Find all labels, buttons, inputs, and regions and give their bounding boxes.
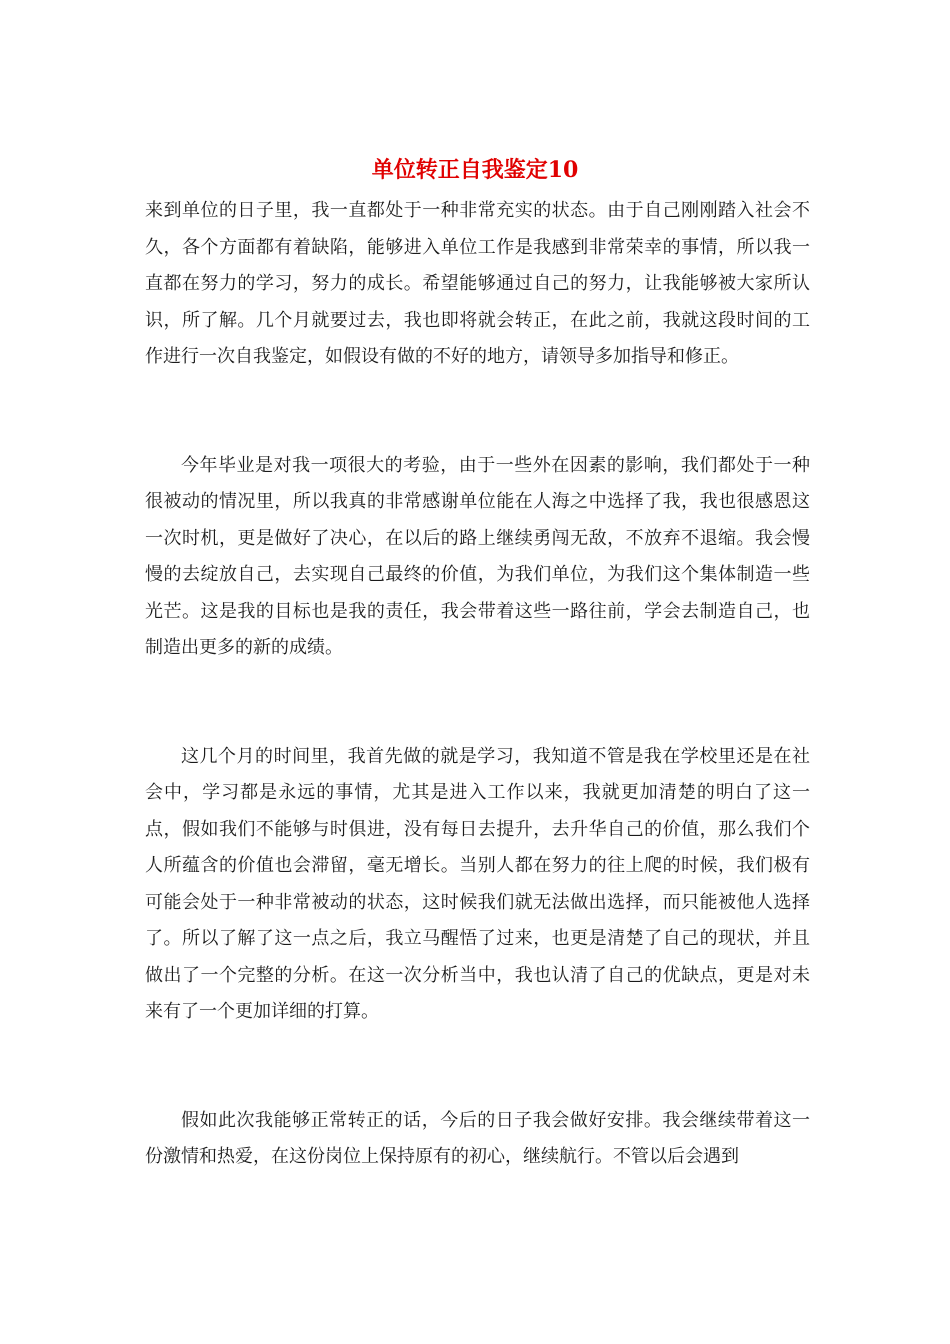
- paragraph-learning: 这几个月的时间里，我首先做的就是学习，我知道不管是我在学校里还是在社会中，学习都是永远的事情，尤其是进入工作以来，我就更加清楚的明白了这一点，假如我们不能够与时俱进，没有每日去提升，去升华自己的价值，那么我们个人所蕴含的价值也会滞留，毫无增长。当别人都在努力的往上爬的时候，我们极有可能会处于一种非常被动的状态，这时候我们就无法做出选择，而只能被他人选择了。所以了解了这一点之后，我立马醒悟了过来，也更是清楚了自己的现状，并且做出了一个完整的分析。在这一次分析当中，我也认清了自己的优缺点，更是对未来有了一个更加详细的打算。: [145, 745, 810, 1022]
- paragraph-intro: 来到单位的日子里，我一直都处于一种非常充实的状态。由于自己刚刚踏入社会不久，各个方面都有着缺陷，能够进入单位工作是我感到非常荣幸的事情，所以我一直都在努力的学习，努力的成长。希望能够通过自己的努力，让我能够被大家所认识，所了解。几个月就要过去，我也即将就会转正，在此之前，我就这段时间的工作进行一次自我鉴定，如假设有做的不好的地方，请领导多加指导和修正。: [145, 200, 810, 367]
- paragraph-graduation: 今年毕业是对我一项很大的考验，由于一些外在因素的影响，我们都处于一种很被动的情况里，所以我真的非常感谢单位能在人海之中选择了我，我也很感恩这一次时机，更是做好了决心，在以后的路上继续勇闯无敌，不放弃不退缩。我会慢慢的去绽放自己，去实现自己最终的价值，为我们单位，为我们这个集体制造一些光芒。这是我的目标也是我的责任，我会带着这些一路往前，学会去制造自己，也制造出更多的新的成绩。: [145, 454, 810, 658]
- document-title: 单位转正自我鉴定10: [371, 157, 579, 183]
- paragraph-spacer: [145, 667, 810, 739]
- paragraph-spacer: [145, 376, 810, 448]
- document-body: [145, 193, 810, 1176]
- paragraph-future: 假如此次我能够正常转正的话，今后的日子我会做好安排。我会继续带着这一份激情和热爱，在这份岗位上保持原有的初心，继续航行。不管以后会遇到: [145, 1109, 810, 1167]
- paragraph-spacer: [145, 1031, 810, 1103]
